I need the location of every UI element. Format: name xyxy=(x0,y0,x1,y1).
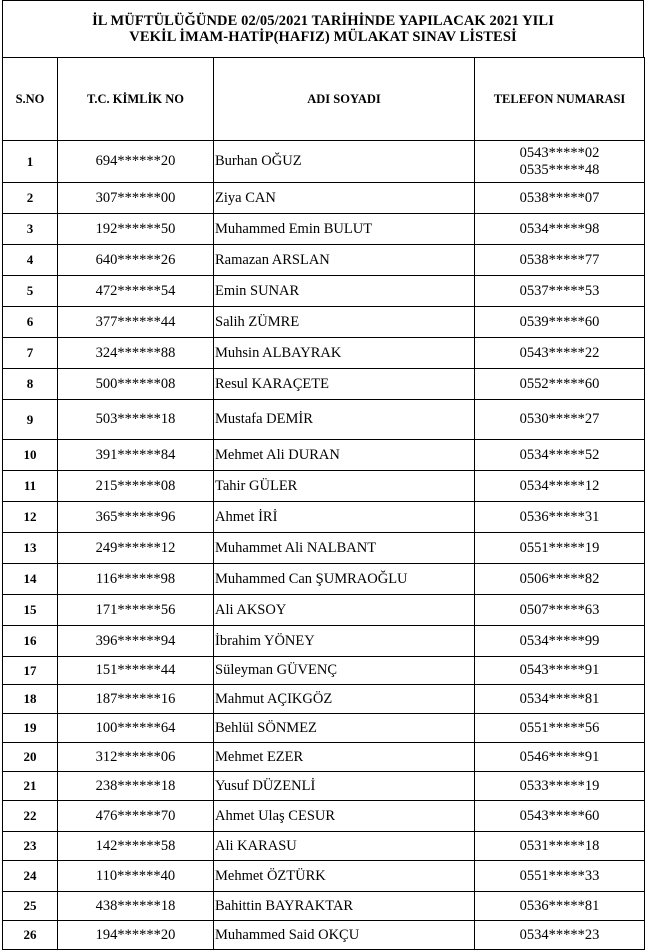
candidate-table xyxy=(2,57,645,950)
row-tc-no: 238******18 xyxy=(58,772,214,801)
phone-number: 0534*****12 xyxy=(519,477,600,494)
row-name: Mehmet ÖZTÜRK xyxy=(214,861,475,892)
row-sno: 4 xyxy=(3,245,58,276)
row-sno: 7 xyxy=(3,338,58,369)
row-tc-no: 194******20 xyxy=(58,921,214,950)
row-phone xyxy=(475,861,645,892)
row-name: Muhammed Emin BULUT xyxy=(214,214,475,245)
phone-number: 0535*****48 xyxy=(519,161,600,178)
row-tc-no: 171******56 xyxy=(58,595,214,626)
phone-number: 0536*****31 xyxy=(519,508,600,525)
phone-number: 0530*****27 xyxy=(519,411,600,427)
row-phone xyxy=(475,214,645,245)
phone-number: 0539*****60 xyxy=(519,313,600,330)
table-row xyxy=(3,714,645,743)
row-name: Behlül SÖNMEZ xyxy=(214,714,475,743)
phone-number: 0546*****91 xyxy=(519,748,600,765)
row-sno: 11 xyxy=(3,471,58,502)
row-tc-no: 249******12 xyxy=(58,533,214,564)
table-row xyxy=(3,657,645,685)
row-phone xyxy=(475,276,645,307)
header-tc-no: T.C. KİMLİK NO xyxy=(58,58,214,141)
document-title xyxy=(2,0,644,57)
table-row xyxy=(3,307,645,338)
row-name: Ziya CAN xyxy=(214,183,475,214)
table-row xyxy=(3,595,645,626)
phone-number: 0551*****56 xyxy=(519,719,600,736)
row-phone xyxy=(475,921,645,950)
table-row xyxy=(3,801,645,832)
row-tc-no: 365******96 xyxy=(58,502,214,533)
row-tc-no: 116******98 xyxy=(58,564,214,595)
row-tc-no: 694******20 xyxy=(58,141,214,183)
table-header-row xyxy=(3,58,645,141)
table-row xyxy=(3,832,645,861)
row-phone xyxy=(475,772,645,801)
row-sno: 21 xyxy=(3,772,58,801)
row-phone xyxy=(475,626,645,657)
phone-number: 0552*****60 xyxy=(519,375,600,392)
row-phone xyxy=(475,440,645,471)
row-tc-no: 324******88 xyxy=(58,338,214,369)
table-row xyxy=(3,338,645,369)
row-phone xyxy=(475,595,645,626)
table-body xyxy=(3,141,645,950)
row-name: Muhsin ALBAYRAK xyxy=(214,338,475,369)
row-sno: 18 xyxy=(3,685,58,714)
row-phone xyxy=(475,657,645,685)
table-row xyxy=(3,471,645,502)
table-row xyxy=(3,214,645,245)
table-row xyxy=(3,921,645,950)
phone-number: 0507*****63 xyxy=(519,601,600,618)
row-sno: 15 xyxy=(3,595,58,626)
row-name: Muhammed Said OKÇU xyxy=(214,921,475,950)
row-sno: 10 xyxy=(3,440,58,471)
row-phone xyxy=(475,471,645,502)
row-phone xyxy=(475,832,645,861)
phone-number: 0534*****81 xyxy=(519,690,600,707)
row-sno: 16 xyxy=(3,626,58,657)
row-name: Süleyman GÜVENÇ xyxy=(214,657,475,685)
table-row xyxy=(3,440,645,471)
phone-number: 0543*****02 xyxy=(519,144,600,161)
row-name: Ahmet Ulaş CESUR xyxy=(214,801,475,832)
row-phone xyxy=(475,743,645,772)
table-row xyxy=(3,892,645,921)
row-sno: 6 xyxy=(3,307,58,338)
row-name: İbrahim YÖNEY xyxy=(214,626,475,657)
phone-number: 0534*****52 xyxy=(519,446,600,463)
row-sno: 23 xyxy=(3,832,58,861)
row-tc-no: 307******00 xyxy=(58,183,214,214)
row-tc-no: 640******26 xyxy=(58,245,214,276)
row-sno: 9 xyxy=(3,400,58,440)
row-sno: 14 xyxy=(3,564,58,595)
row-name: Mahmut AÇIKGÖZ xyxy=(214,685,475,714)
table-row xyxy=(3,369,645,400)
table-row xyxy=(3,245,645,276)
table-row xyxy=(3,141,645,183)
row-name: Yusuf DÜZENLİ xyxy=(214,772,475,801)
row-name: Bahittin BAYRAKTAR xyxy=(214,892,475,921)
row-name: Ali KARASU xyxy=(214,832,475,861)
header-name: ADI SOYADI xyxy=(214,58,475,141)
row-phone xyxy=(475,369,645,400)
row-sno: 24 xyxy=(3,861,58,892)
row-tc-no: 391******84 xyxy=(58,440,214,471)
phone-number: 0537*****53 xyxy=(519,282,600,299)
row-phone xyxy=(475,892,645,921)
table-row xyxy=(3,626,645,657)
phone-number: 0534*****98 xyxy=(519,220,600,237)
row-tc-no: 100******64 xyxy=(58,714,214,743)
row-tc-no: 187******16 xyxy=(58,685,214,714)
row-sno: 12 xyxy=(3,502,58,533)
row-name: Mehmet EZER xyxy=(214,743,475,772)
row-tc-no: 215******08 xyxy=(58,471,214,502)
header-sno: S.NO xyxy=(3,58,58,141)
phone-number: 0534*****99 xyxy=(519,632,600,649)
phone-number: 0551*****19 xyxy=(519,539,600,556)
row-tc-no: 151******44 xyxy=(58,657,214,685)
row-sno: 26 xyxy=(3,921,58,950)
title-line-2: VEKİL İMAM-HATİP(HAFIZ) MÜLAKAT SINAV LİSTESİ xyxy=(129,29,517,45)
phone-number: 0533*****19 xyxy=(519,777,600,794)
row-phone xyxy=(475,307,645,338)
table-row xyxy=(3,533,645,564)
row-tc-no: 377******44 xyxy=(58,307,214,338)
phone-number: 0551*****33 xyxy=(519,867,600,884)
row-sno: 25 xyxy=(3,892,58,921)
row-sno: 20 xyxy=(3,743,58,772)
row-sno: 8 xyxy=(3,369,58,400)
row-tc-no: 500******08 xyxy=(58,369,214,400)
header-phone: TELEFON NUMARASI xyxy=(475,58,645,141)
row-sno: 17 xyxy=(3,657,58,685)
row-phone xyxy=(475,533,645,564)
table-row xyxy=(3,276,645,307)
row-name: Muhammet Ali NALBANT xyxy=(214,533,475,564)
row-name: Mehmet Ali DURAN xyxy=(214,440,475,471)
phone-number: 0543*****22 xyxy=(519,344,600,361)
row-name: Muhammed Can ŞUMRAOĞLU xyxy=(214,564,475,595)
row-sno: 22 xyxy=(3,801,58,832)
row-sno: 3 xyxy=(3,214,58,245)
row-tc-no: 472******54 xyxy=(58,276,214,307)
table-row xyxy=(3,743,645,772)
row-tc-no: 476******70 xyxy=(58,801,214,832)
phone-number: 0538*****77 xyxy=(519,251,600,268)
row-sno: 13 xyxy=(3,533,58,564)
row-name: Burhan OĞUZ xyxy=(214,141,475,183)
row-name: Emin SUNAR xyxy=(214,276,475,307)
row-name: Salih ZÜMRE xyxy=(214,307,475,338)
row-name: Tahir GÜLER xyxy=(214,471,475,502)
row-phone xyxy=(475,141,645,183)
row-name: Mustafa DEMİR xyxy=(214,400,475,440)
row-sno: 1 xyxy=(3,141,58,183)
table-row xyxy=(3,502,645,533)
row-tc-no: 396******94 xyxy=(58,626,214,657)
phone-number: 0538*****07 xyxy=(519,189,600,206)
phone-number: 0536*****81 xyxy=(519,897,600,914)
row-name: Resul KARAÇETE xyxy=(214,369,475,400)
row-phone xyxy=(475,183,645,214)
row-phone xyxy=(475,400,645,440)
row-phone xyxy=(475,714,645,743)
exam-list-document xyxy=(2,0,644,950)
row-tc-no: 312******06 xyxy=(58,743,214,772)
phone-number: 0506*****82 xyxy=(519,570,600,587)
phone-number: 0543*****60 xyxy=(519,807,600,824)
phone-number: 0543*****91 xyxy=(519,662,600,678)
phone-number: 0531*****18 xyxy=(519,837,600,854)
row-sno: 5 xyxy=(3,276,58,307)
row-name: Ahmet İRİ xyxy=(214,502,475,533)
row-phone xyxy=(475,245,645,276)
row-phone xyxy=(475,338,645,369)
row-phone xyxy=(475,801,645,832)
row-tc-no: 192******50 xyxy=(58,214,214,245)
phone-number: 0534*****23 xyxy=(519,926,600,943)
row-tc-no: 142******58 xyxy=(58,832,214,861)
title-line-1: İL MÜFTÜLÜĞÜNDE 02/05/2021 TARİHİNDE YAPILACAK 2021 YILI xyxy=(92,13,554,29)
row-phone xyxy=(475,564,645,595)
table-row xyxy=(3,685,645,714)
table-row xyxy=(3,564,645,595)
row-tc-no: 110******40 xyxy=(58,861,214,892)
row-name: Ali AKSOY xyxy=(214,595,475,626)
row-tc-no: 438******18 xyxy=(58,892,214,921)
row-name: Ramazan ARSLAN xyxy=(214,245,475,276)
row-phone xyxy=(475,685,645,714)
table-row xyxy=(3,400,645,440)
row-sno: 19 xyxy=(3,714,58,743)
table-row xyxy=(3,772,645,801)
row-phone xyxy=(475,502,645,533)
row-tc-no: 503******18 xyxy=(58,400,214,440)
table-row xyxy=(3,183,645,214)
table-row xyxy=(3,861,645,892)
row-sno: 2 xyxy=(3,183,58,214)
